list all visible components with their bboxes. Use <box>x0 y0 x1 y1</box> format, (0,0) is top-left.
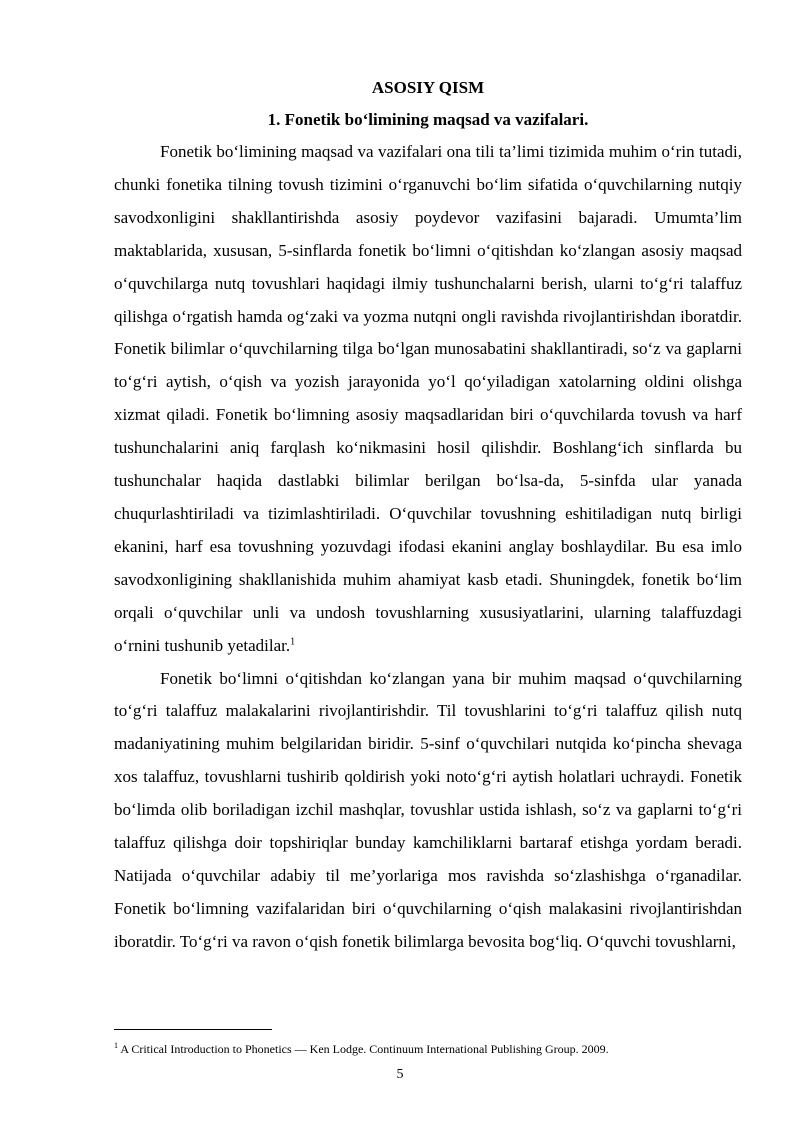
footnote-marker: 1 <box>114 1041 118 1050</box>
footnote-text: A Critical Introduction to Phonetics — Ken Lodge. Continuum International Publishing Group. 2009. <box>118 1042 609 1056</box>
section-title: ASOSIY QISM <box>371 78 485 97</box>
subsection-title: 1. Fonetik bo‘limining maqsad va vazifalari. <box>267 110 589 129</box>
paragraph <box>114 663 742 959</box>
footnote <box>114 1041 742 1057</box>
footnote-separator <box>114 1029 272 1030</box>
paragraph-text: Fonetik bo‘limni o‘qitishdan ko‘zlangan yana bir muhim maqsad o‘quvchilarning to‘g‘ri talaffuz malakalarini rivojlantirishdir. Til tovushlarini to‘g‘ri talaffuz qilish nutq madaniyatining muhim belgilaridan biridir. 5-sinf o‘quvchilari nutqida ko‘pincha shevaga xos talaffuz, tovushlarni tushirib qoldirish yoki noto‘g‘ri aytish holatlari uchraydi. Fonetik bo‘limda olib boriladigan izchil mashqlar, tovushlar ustida ishlash, so‘z va gaplarni to‘g‘ri talaffuz qilishga doir topshiriqlar bunday kamchiliklarni bartaraf etishga yordam beradi. Natijada o‘quvchilar adabiy til me’yorlariga mos ravishda so‘zlashishga o‘rganadilar. Fonetik bo‘limning vazifalaridan biri o‘quvchilarning o‘qish malakasini rivojlantirishdan iboratdir. To‘g‘ri va ravon o‘qish fonetik bilimlarga bevosita bog‘liq. O‘quvchi tovushlarni, <box>114 668 742 951</box>
paragraph <box>114 136 742 663</box>
page-number: 5 <box>396 1067 404 1082</box>
paragraph-text: Fonetik bo‘limining maqsad va vazifalari ona tili ta’limi tizimida muhim o‘rin tutadi, chunki fonetika tilning tovush tizimini o‘rganuvchi bo‘lim sifatida o‘quvchilarning nutqiy savodxonligini shakllantirishda asosiy poydevor vazifasini bajaradi. Umumta’lim maktablarida, xususan, 5-sinflarda fonetik bo‘limni o‘qitishdan ko‘zlangan asosiy maqsad o‘quvchilarga nutq tovushlari haqidagi ilmiy tushunchalarni berish, ularni to‘g‘ri talaffuz qilishga o‘rgatish hamda og‘zaki va yozma nutqni ongli ravishda rivojlantirishdan iboratdir. Fonetik bilimlar o‘quvchilarning tilga bo‘lgan munosabatini shakllantiradi, so‘z va gaplarni to‘g‘ri aytish, o‘qish va yozish jarayonida yo‘l qo‘yiladigan xatolarning oldini olishga xizmat qiladi. Fonetik bo‘limning asosiy maqsadlaridan biri o‘quvchilarda tovush va harf tushunchalarini aniq farqlash ko‘nikmasini hosil qilishdir. Boshlang‘ich sinflarda bu tushunchalar haqida dastlabki bilimlar berilgan bo‘lsa-da, 5-sinfda ular yanada chuqurlashtiriladi va tizimlashtiriladi. O‘quvchilar tovushning eshitiladigan nutq birligi ekanini, harf esa tovushning yozuvdagi ifodasi ekanini anglay boshlaydilar. Bu esa imlo savodxonligining shakllanishida muhim ahamiyat kasb etadi. Shuningdek, fonetik bo‘lim orqali o‘quvchilar unli va undosh tovushlarning xususiyatlarini, ularning talaffuzdagi o‘rnini tushunib yetadilar. <box>114 142 742 655</box>
page-body <box>114 76 742 959</box>
footnote-reference[interactable]: 1 <box>290 635 296 647</box>
